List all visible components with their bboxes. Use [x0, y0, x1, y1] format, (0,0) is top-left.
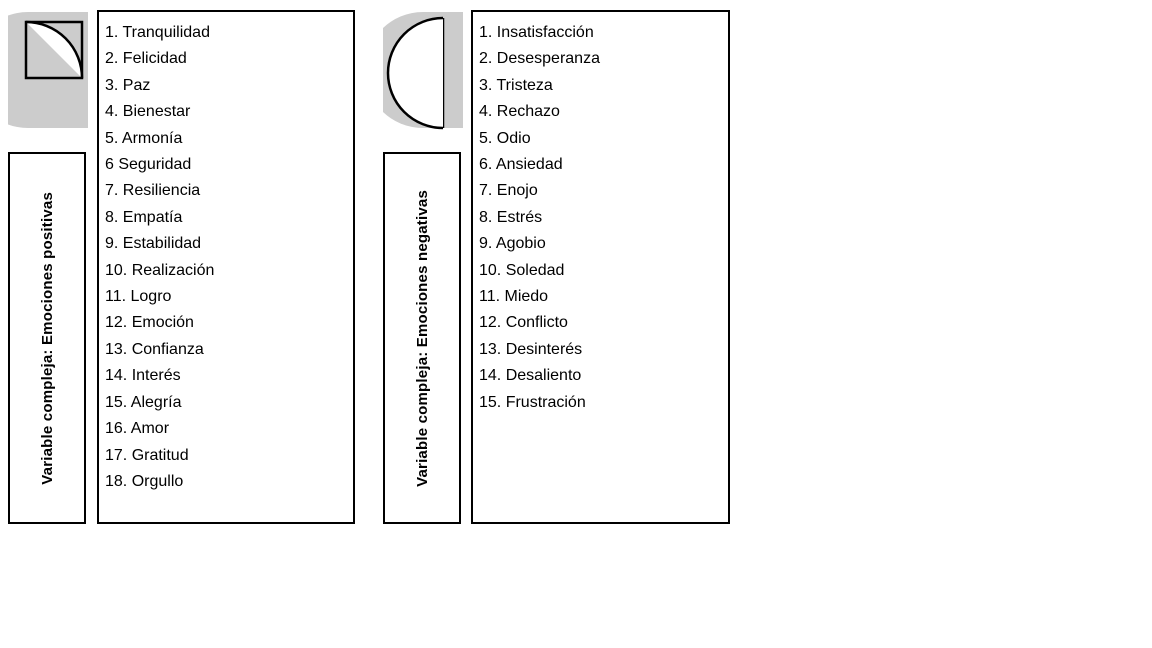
list-item: 9. Estabilidad: [105, 235, 202, 253]
list-item: 14. Interés: [105, 367, 181, 385]
list-item: 15. Alegría: [105, 393, 182, 411]
list-item: 4. Rechazo: [479, 103, 560, 121]
list-item: 11. Logro: [105, 288, 172, 306]
list-item: 2. Desesperanza: [479, 50, 600, 68]
list-item: 17. Gratitud: [105, 446, 189, 464]
list-item: 6 Seguridad: [105, 156, 192, 174]
quarter-disc-decoration-positivas: [8, 6, 88, 134]
list-item: 12. Emoción: [105, 314, 194, 332]
list-box-positivas: [97, 10, 355, 524]
group-label-box-negativas: [383, 152, 461, 524]
list-item: 12. Conflicto: [479, 314, 568, 332]
list-item: 13. Confianza: [105, 340, 204, 358]
list-item: 7. Enojo: [479, 182, 538, 200]
list-item: 1. Tranquilidad: [105, 24, 210, 41]
list-item: 18. Orgullo: [105, 472, 184, 490]
half-disc-decoration-negativas: [383, 6, 463, 134]
list-item: 6. Ansiedad: [479, 156, 563, 174]
quarter-disc-icon: [8, 6, 88, 134]
list-item: 5. Armonía: [105, 129, 183, 147]
list-item: 3. Tristeza: [479, 76, 553, 94]
list-item: 8. Estrés: [479, 208, 543, 226]
list-item: 3. Paz: [105, 76, 151, 94]
emotion-list-positivas: [105, 20, 353, 495]
list-item: 10. Realización: [105, 261, 215, 279]
list-item: 11. Miedo: [479, 288, 549, 306]
list-item: 7. Resiliencia: [105, 182, 201, 200]
list-item: 2. Felicidad: [105, 50, 187, 68]
list-item: 15. Frustración: [479, 393, 586, 411]
group-label-box-positivas: [8, 152, 86, 524]
list-item: 9. Agobio: [479, 235, 546, 253]
list-box-negativas: [471, 10, 730, 524]
list-item: 14. Desaliento: [479, 367, 582, 385]
list-item: 5. Odio: [479, 129, 531, 147]
list-item: 1. Insatisfacción: [479, 24, 594, 41]
half-disc-icon: [383, 6, 463, 134]
group-label-negativas: Variable compleja: Emociones negativas: [413, 189, 431, 487]
list-item: 4. Bienestar: [105, 103, 191, 121]
list-item: 13. Desinterés: [479, 340, 583, 358]
list-item: 8. Empatía: [105, 208, 183, 226]
list-item: 10. Soledad: [479, 261, 565, 279]
emotion-list-negativas: [479, 20, 728, 416]
list-item: 16. Amor: [105, 420, 170, 438]
group-label-positivas: Variable compleja: Emociones positivas: [38, 191, 56, 485]
